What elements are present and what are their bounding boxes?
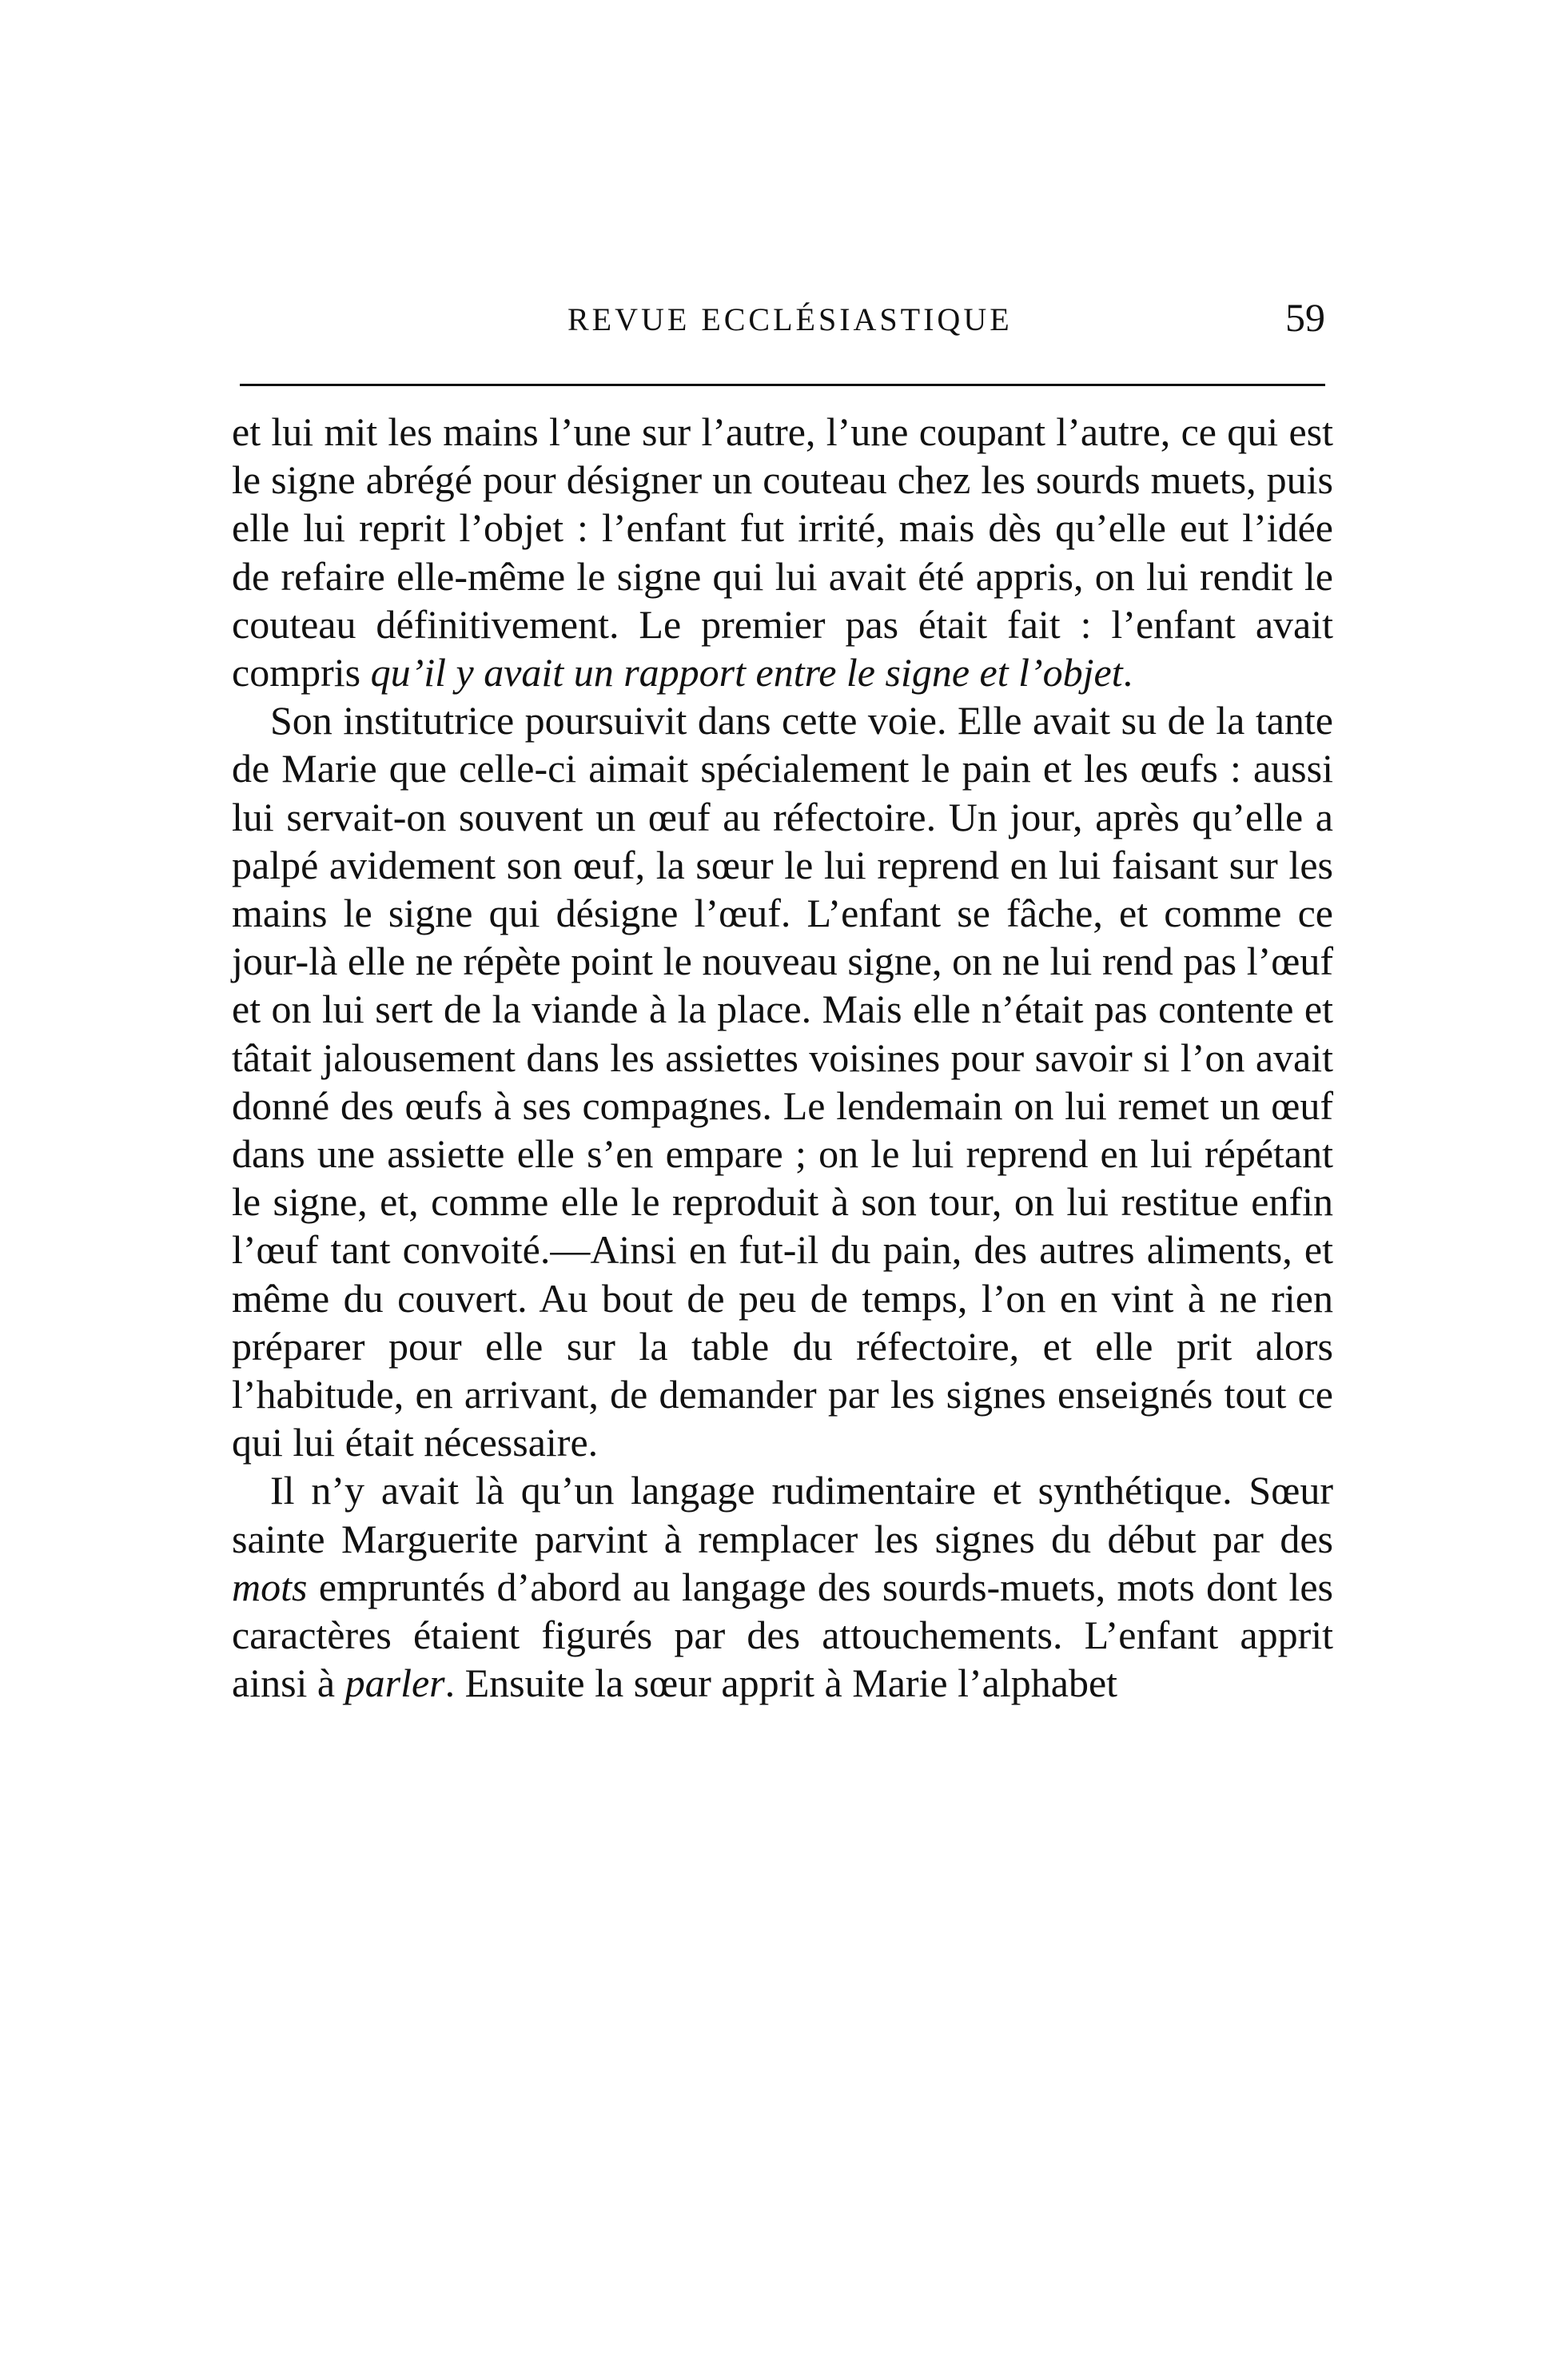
paragraph-3-text: Il n’y avait là qu’un langage rudimentaire et synthétique. Sœur sainte Marguerite parvint à remplacer les signes du début par des bbox=[232, 1468, 1333, 1561]
paragraph-3-end: . Ensuite la sœur apprit à Marie l’alphabet bbox=[444, 1660, 1118, 1706]
paragraph-3-italic-parler: parler bbox=[344, 1660, 445, 1706]
running-head bbox=[240, 294, 1325, 350]
running-title: REVUE ECCLÉSIASTIQUE bbox=[567, 301, 1013, 337]
paragraph-1 bbox=[232, 408, 1333, 696]
paragraph-1-italic: qu’il y avait un rapport entre le signe et l’objet bbox=[370, 650, 1123, 696]
paragraph-3 bbox=[232, 1466, 1333, 1707]
paragraph-3-text-2: empruntés d’abord au langage des sourds-muets, mots dont les caractères étaient figurés par des attouchements. L’enfant apprit ainsi à bbox=[232, 1564, 1333, 1706]
page-number: 59 bbox=[1285, 295, 1325, 340]
paragraph-3-italic-mots: mots bbox=[232, 1564, 308, 1609]
header-rule bbox=[240, 384, 1325, 386]
paragraph-2: Son institutrice poursuivit dans cette voie. Elle avait su de la tante de Marie que celle-ci aimait spécialement le pain et les œufs : aussi lui servait-on souvent un œuf au réfectoire. Un jour, après qu’elle a palpé avidement son œuf, la sœur le lui reprend en lui faisant sur les mains le signe qui désigne l’œuf. L’enfant se fâche, et comme ce jour-là elle ne répète point le nouveau signe, on ne lui rend pas l’œuf et on lui sert de la viande à la place. Mais elle n’était pas contente et tâtait jalousement dans les assiettes voisines pour savoir si l’on avait donné des œufs à ses compagnes. Le lendemain on lui remet un œuf dans une assiette elle s’en empare ; on le lui reprend en lui répétant le signe, et, comme elle le reproduit à son tour, on lui restitue enfin l’œuf tant convoité.—Ainsi en fut-il du pain, des autres aliments, et même du couvert. Au bout de peu de temps, l’on en vint à ne rien préparer pour elle sur la table du réfectoire, et elle prit alors l’habitude, en arrivant, de demander par les signes enseignés tout ce qui lui était nécessaire. bbox=[232, 698, 1333, 1465]
paragraph-1-end: . bbox=[1122, 650, 1133, 696]
paragraph-1-text: et lui mit les mains l’une sur l’autre, l’une coupant l’autre, ce qui est le signe abrégé pour désigner un couteau chez les sourds muets, puis elle lui reprit l’objet : l’enfant fut irrité, mais dès qu’elle eut l’idée de refaire elle-même le signe qui lui avait été appris, on lui rendit le couteau définitivement. Le premier pas était fait : l’enfant avait compris bbox=[232, 409, 1333, 696]
body-text bbox=[232, 408, 1333, 1707]
